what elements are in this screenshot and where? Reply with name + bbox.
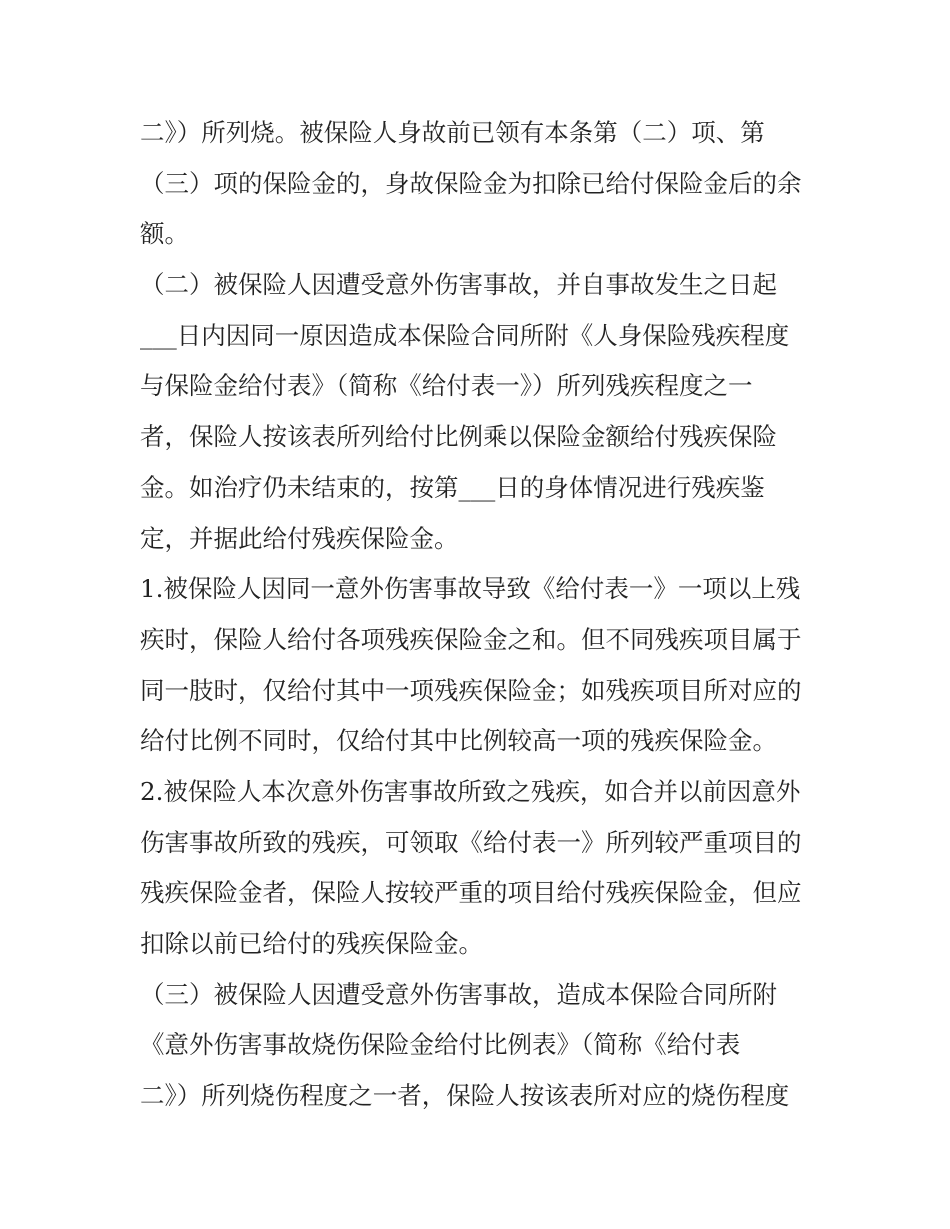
text-line: 1.被保险人因同一意外伤害事故导致《给付表一》一项以上残 — [140, 574, 801, 604]
text-line: 伤害事故所致的残疾，可领取《给付表一》所列较严重项目的 — [140, 827, 802, 857]
text-line: 扣除以前已给付的残疾保险金。 — [140, 929, 483, 958]
text-line: 与保险金给付表》（简称《给付表一》）所列残疾程度之一 — [140, 371, 753, 401]
text-line: 二》）所列烧。被保险人身故前已领有本条第（二）项、第 — [140, 118, 765, 147]
text-line: 同一肢时，仅给付其中一项残疾保险金；如残疾项目所对应的 — [140, 675, 802, 705]
text-line: 者，保险人按该表所列给付比例乘以保险金额给付残疾保险 — [140, 422, 777, 452]
text-line: 额。 — [140, 219, 189, 249]
text-line: 定，并据此给付残疾保险金。 — [140, 523, 459, 553]
text-line: 《意外伤害事故烧伤保险金给付比例表》（简称《给付表 — [140, 1030, 741, 1060]
text-line: （三）项的保险金的，身故保险金为扣除已给付保险金后的余 — [140, 168, 802, 198]
text-line: ___日内因同一原因造成本保险合同所附《人身保险残疾程度 — [140, 320, 790, 350]
text-line: 2.被保险人本次意外伤害事故所致之残疾，如合并以前因意外 — [140, 776, 801, 806]
text-line: （三）被保险人因遭受意外伤害事故，造成本保险合同所附 — [140, 979, 777, 1009]
document-body — [140, 108, 820, 1122]
text-line: （二）被保险人因遭受意外伤害事故，并自事故发生之日起 — [140, 270, 777, 300]
text-line: 残疾保险金者，保险人按较严重的项目给付残疾保险金，但应 — [140, 878, 802, 908]
text-line: 金。如治疗仍未结束的，按第___日的身体情况进行残疾鉴 — [140, 472, 765, 502]
text-line: 二》）所列烧伤程度之一者，保险人按该表所对应的烧伤程度 — [140, 1081, 790, 1111]
text-line: 疾时，保险人给付各项残疾保险金之和。但不同残疾项目属于 — [140, 624, 802, 654]
text-line: 给付比例不同时，仅给付其中比例较高一项的残疾保险金。 — [140, 726, 777, 756]
